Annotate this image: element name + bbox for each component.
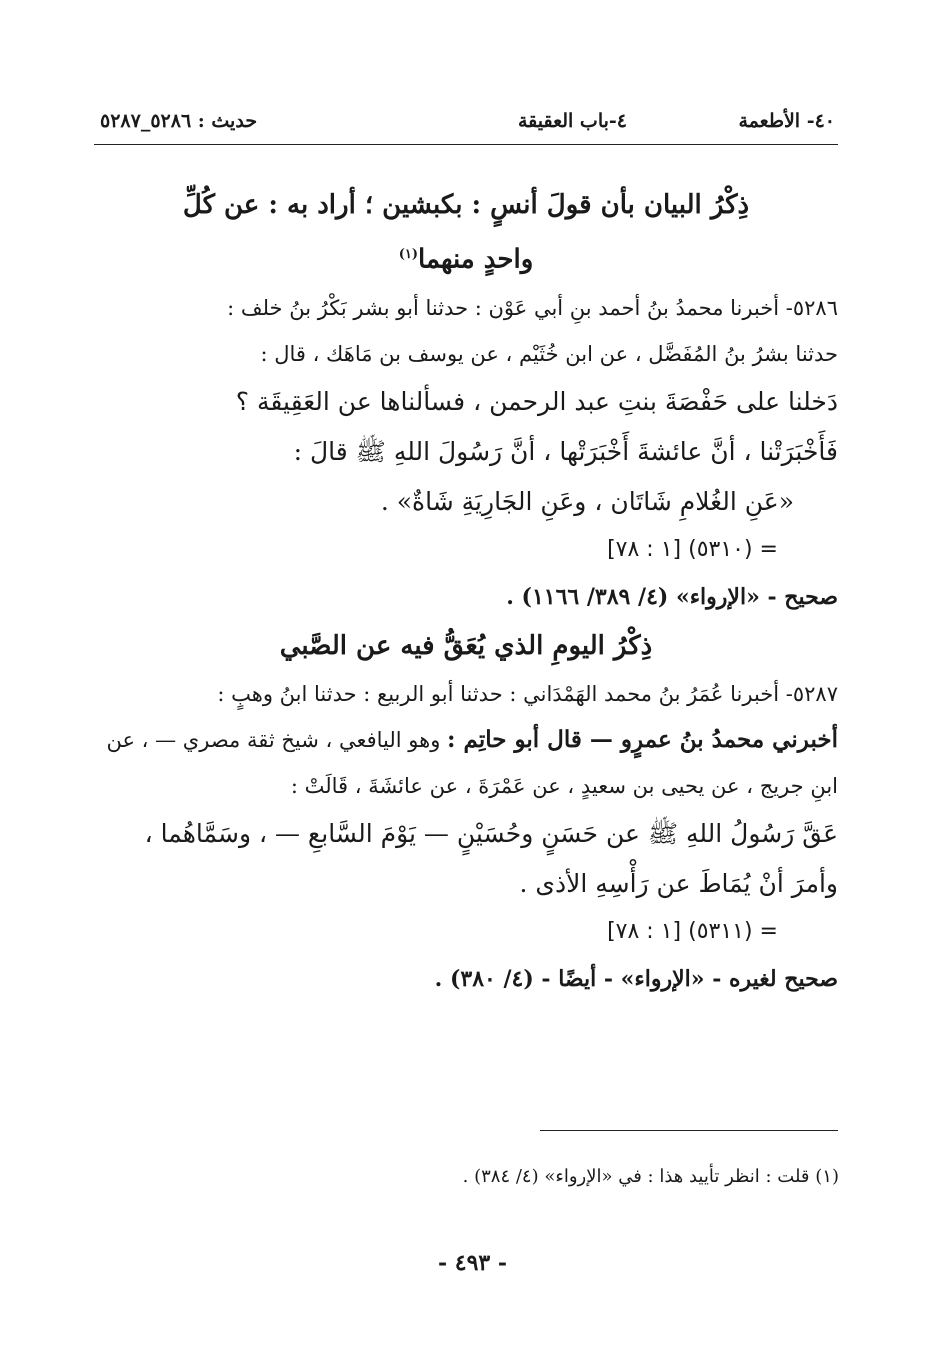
hadith-5286-grade: صحيح - «الإرواء» (٤/ ٣٨٩/ ١١٦٦) .	[506, 583, 838, 610]
running-header	[94, 104, 837, 144]
hadith-5286-isnad-line2: حدثنا بشرُ بنُ المُفَضَّل ، عن ابن خُثَيْم ، عن يوسف بن مَاهَك ، قال :	[260, 341, 838, 366]
hadith-5287-matn	[94, 809, 838, 909]
footnote-divider	[540, 1130, 838, 1131]
hadith-5286-matn-line1: دَخلنا على حَفْصَةَ بنتِ عبد الرحمن ، فسألناها عن العَقِيقَة ؟	[235, 386, 838, 416]
footnote-marker: (١)	[398, 247, 419, 262]
section-heading-1-line1: ذِكْرُ البيان بأن قولَ أنسٍ : بكبشين ؛ أراد به : عن كُلِّ	[182, 190, 750, 220]
hadith-5287-grade: صحيح لغيره - «الإرواء» - أيضًا - (٤/ ٣٨٠) .	[434, 965, 838, 992]
page-number: - ٤٩٣ -	[437, 1250, 508, 1276]
section-heading-1	[94, 180, 838, 285]
section-heading-1-line2: واحدٍ منهما	[418, 244, 534, 275]
hadith-5286-matn	[94, 377, 838, 477]
section-heading-2: ذِكْرُ اليومِ الذي يُعَقُّ فيه عن الصَّبي	[279, 630, 653, 661]
hadith-5287-isnad-line1: ٥٢٨٧- أخبرنا عُمَرُ بنُ محمد الهَمْدَاني : حدثنا أبو الربيع : حدثنا ابنُ وهبٍ :	[217, 681, 838, 706]
header-divider	[94, 144, 838, 145]
hadith-range: حديث : ٥٢٨٦_٥٢٨٧	[100, 110, 258, 132]
hadith-5287-isnad	[94, 671, 838, 809]
hadith-5286-isnad-line1: ٥٢٨٦- أخبرنا محمدُ بنُ أحمد بنِ أبي عَوْن : حدثنا أبو بشر بَكْرُ بنُ خلف :	[227, 295, 838, 320]
hadith-5287-reference: = (٥٣١١) [١ : ٧٨]	[607, 918, 778, 944]
hadith-5287-isnad-bold: أخبرني محمدُ بنُ عمرٍو — قال أبو حاتِم :	[447, 725, 838, 753]
chapter-title: ٤٠- الأطعمة	[738, 110, 835, 132]
footnote: (١) قلت : انظر تأييد هذا : في «الإرواء» (٤/ ٣٨٤) .	[462, 1166, 839, 1187]
hadith-5287-isnad-line2-rest: وهو اليافعي ، شيخ ثقة مصري — ، عن	[106, 727, 448, 752]
hadith-5287-matn-line1: عَقَّ رَسُولُ اللهِ ﷺ عن حَسَنٍ وحُسَيْنٍ — يَوْمَ السَّابعِ — ، وسَمَّاهُما ،	[144, 818, 838, 848]
hadith-5286-matn-line2: فَأَخْبَرَتْنا ، أنَّ عائشةَ أَخْبَرَتْها ، أنَّ رَسُولَ اللهِ ﷺ قالَ :	[293, 436, 838, 466]
hadith-5286-quote: «عَنِ الغُلامِ شَاتَان ، وعَنِ الجَارِيَةِ شَاةٌ» .	[380, 486, 794, 516]
hadith-5287-matn-line2: وأمرَ أنْ يُمَاطَ عن رَأْسِهِ الأذى .	[519, 868, 838, 898]
section-title: ٤-باب العقيقة	[517, 110, 627, 132]
hadith-5287-isnad-line3: ابنِ جريج ، عن يحيى بن سعيدٍ ، عن عَمْرَةَ ، عن عائشَةَ ، قَالَتْ :	[290, 773, 838, 798]
hadith-5286-reference: = (٥٣١٠) [١ : ٧٨]	[607, 536, 778, 562]
page-body	[94, 180, 838, 1003]
hadith-5286-isnad	[94, 285, 838, 377]
